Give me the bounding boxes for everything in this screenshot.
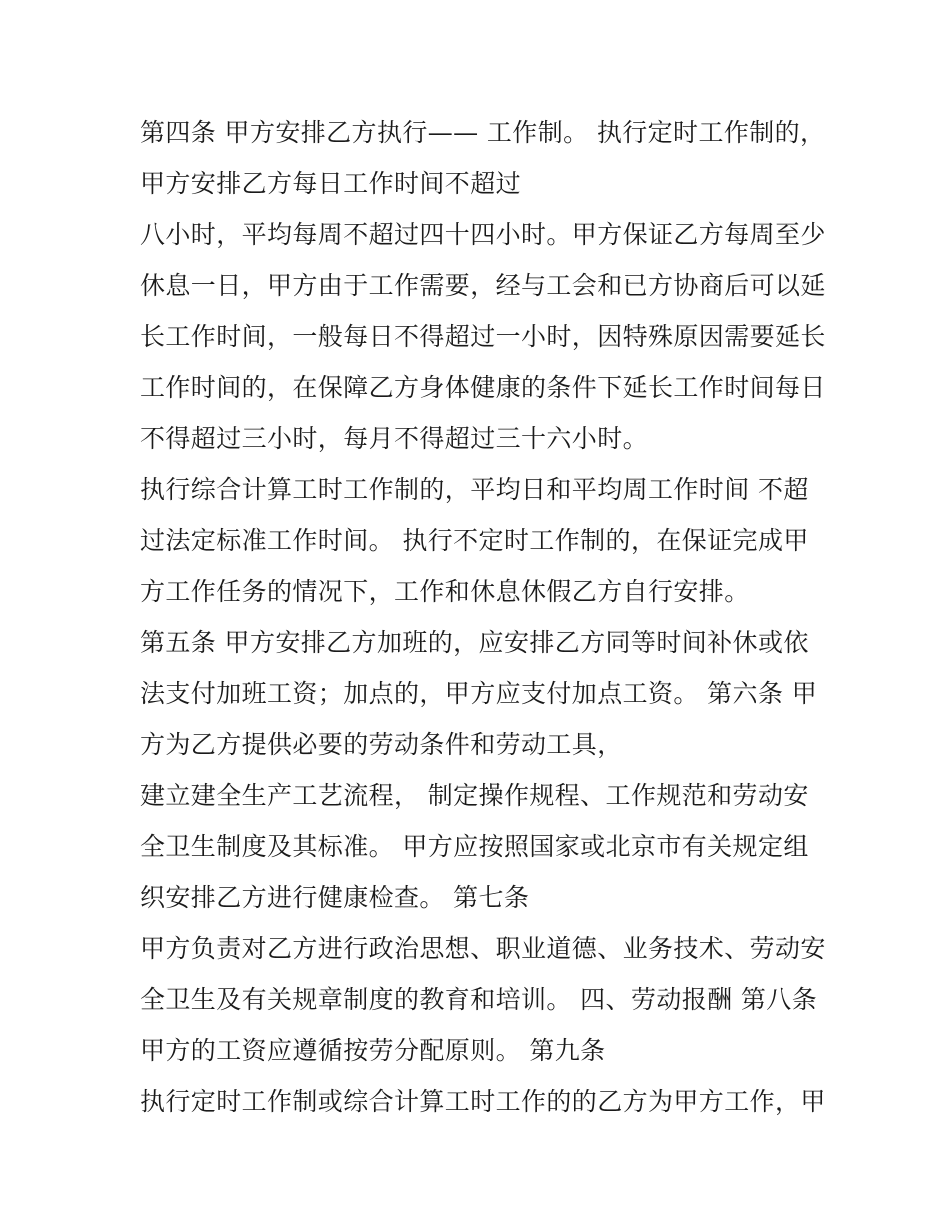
text-line: 八小时，平均每周不超过四十四小时。甲方保证乙方每周至少 — [140, 220, 826, 249]
text-line: 第四条 甲方安排乙方执行—— 工作制。 执行定时工作制的， — [140, 118, 826, 147]
text-line: 休息一日，甲方由于工作需要，经与工会和已方协商后可以延 — [140, 271, 826, 300]
text-line: 法支付加班工资；加点的，甲方应支付加点工资。 第六条 甲 — [140, 679, 818, 708]
text-line: 执行综合计算工时工作制的，平均日和平均周工作时间 不超 — [140, 475, 809, 504]
contract-text — [140, 107, 830, 1127]
text-line: 织安排乙方进行健康检查。 第七条 — [140, 883, 530, 912]
text-line: 方工作任务的情况下，工作和休息休假乙方自行安排。 — [140, 577, 750, 606]
text-line: 过法定标准工作时间。 执行不定时工作制的，在保证完成甲 — [140, 526, 809, 555]
text-line: 不得超过三小时，每月不得超过三十六小时。 — [140, 424, 649, 453]
text-line: 第五条 甲方安排乙方加班的，应安排乙方同等时间补休或依 — [140, 628, 809, 657]
text-line: 甲方负责对乙方进行政治思想、职业道德、业务技术、劳动安 — [140, 934, 826, 963]
text-line: 甲方安排乙方每日工作时间不超过 — [140, 169, 522, 198]
text-line: 长工作时间，一般每日不得超过一小时，因特殊原因需要延长 — [140, 322, 826, 351]
text-line: 执行定时工作制或综合计算工时工作的的乙方为甲方工作，甲 — [140, 1087, 826, 1116]
text-line: 工作时间的，在保障乙方身体健康的条件下延长工作时间每日 — [140, 373, 826, 402]
text-line: 全卫生制度及其标准。 甲方应按照国家或北京市有关规定组 — [140, 832, 809, 861]
text-line: 建立建全生产工艺流程， 制定操作规程、工作规范和劳动安 — [140, 781, 809, 810]
text-line: 全卫生及有关规章制度的教育和培训。 四、劳动报酬 第八条 — [140, 985, 818, 1014]
text-line: 甲方的工资应遵循按劳分配原则。 第九条 — [140, 1036, 606, 1065]
text-line: 方为乙方提供必要的劳动条件和劳动工具， — [140, 730, 623, 759]
